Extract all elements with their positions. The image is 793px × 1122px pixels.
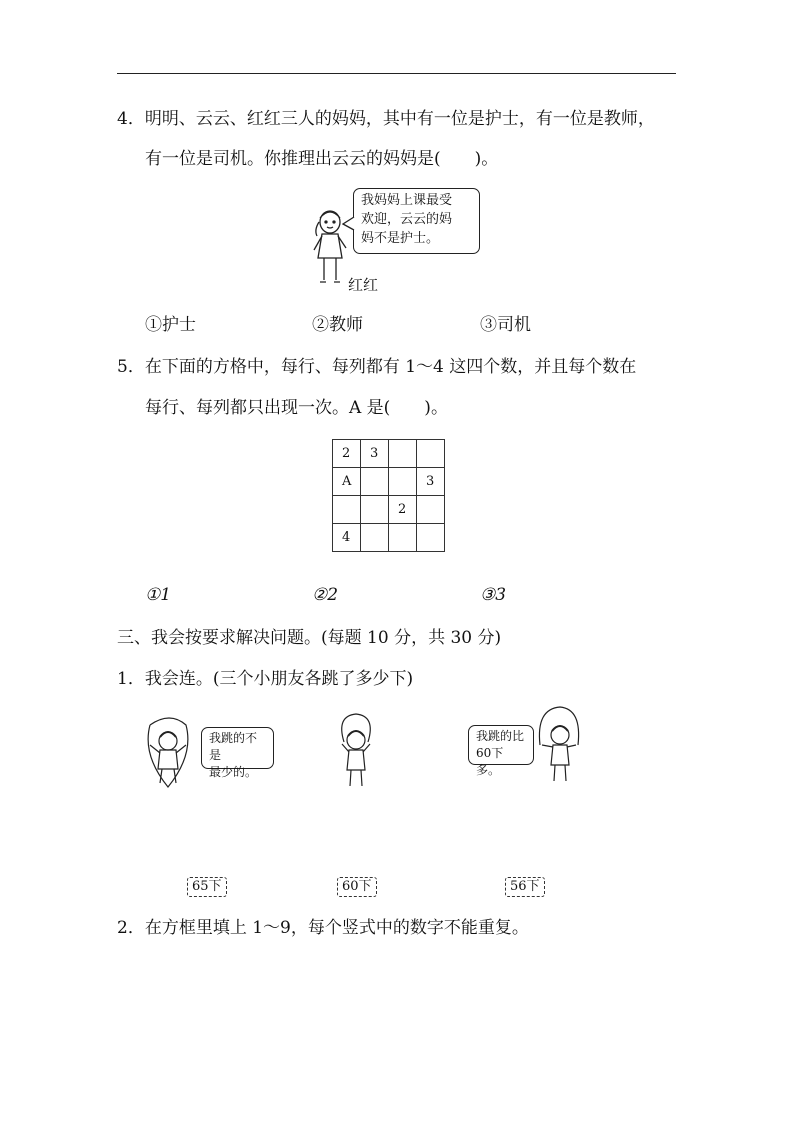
count-tag-60[interactable]: 60下: [337, 877, 377, 897]
grid-cell: A: [333, 468, 361, 496]
header-rule: [117, 73, 676, 74]
q5-option-1[interactable]: ①1: [145, 585, 172, 605]
q4-option-2[interactable]: ②教师: [312, 315, 363, 335]
grid-cell: 3: [417, 468, 445, 496]
grid-cell: [333, 496, 361, 524]
speech-tail-icon: [342, 216, 356, 232]
grid-cell: [389, 468, 417, 496]
q5-option-3[interactable]: ③3: [480, 585, 507, 605]
grid-cell: [417, 440, 445, 468]
left-bubble-line: 我跳的不是: [209, 731, 258, 762]
grid-cell: [361, 496, 389, 524]
kid-jumping-rope-middle: [330, 712, 382, 794]
grid-cell: 2: [333, 440, 361, 468]
grid-cell: [361, 524, 389, 552]
right-kid-speech-bubble: [468, 725, 534, 777]
grid-cell: 3: [361, 440, 389, 468]
kid-jumping-rope-left: [140, 715, 198, 791]
grid-cell: [417, 524, 445, 552]
section3-q2-title: 2．在方框里填上 1～9，每个竖式中的数字不能重复。: [117, 918, 529, 938]
grid-cell: [417, 496, 445, 524]
q4-bubble-line: 妈不是护士。: [361, 231, 440, 246]
q5-line1: 5．在下面的方格中，每行、每列都有 1～4 这四个数，并且每个数在: [117, 357, 637, 377]
q5-line2: 每行、每列都只出现一次。A 是( )。: [145, 398, 448, 418]
grid-cell: [389, 524, 417, 552]
q4-bubble-line: 我妈妈上课最受: [361, 193, 453, 208]
grid-cell: [389, 440, 417, 468]
left-kid-speech-bubble: [201, 727, 274, 779]
grid-row: [333, 524, 445, 552]
section3-title: 三、我会按要求解决问题。(每题 10 分，共 30 分): [117, 628, 502, 648]
q4-speech-bubble: [353, 188, 480, 254]
q4-option-1[interactable]: ①护士: [145, 315, 196, 335]
grid-row: [333, 440, 445, 468]
grid-row: [333, 496, 445, 524]
girl-name-label: 红红: [348, 276, 379, 294]
q4-bubble-line: 欢迎，云云的妈: [361, 212, 453, 227]
right-bubble-line: 60下多。: [476, 746, 504, 777]
grid-cell: [361, 468, 389, 496]
section3-q1-title: 1．我会连。(三个小朋友各跳了多少下): [117, 669, 414, 689]
grid-row: [333, 468, 445, 496]
grid-cell: 4: [333, 524, 361, 552]
q4-line2: 有一位是司机。你推理出云云的妈妈是( )。: [145, 149, 499, 169]
q5-option-2[interactable]: ②2: [312, 585, 339, 605]
kid-jumping-rope-right: [534, 705, 584, 787]
number-grid: [332, 439, 445, 552]
grid-cell: 2: [389, 496, 417, 524]
q4-option-3[interactable]: ③司机: [480, 315, 531, 335]
q4-line1: 4．明明、云云、红红三人的妈妈，其中有一位是护士，有一位是教师，: [117, 109, 655, 129]
right-bubble-line: 我跳的比: [476, 729, 525, 743]
count-tag-56[interactable]: 56下: [505, 877, 545, 897]
count-tag-65[interactable]: 65下: [187, 877, 227, 897]
left-bubble-line: 最少的。: [209, 765, 258, 779]
